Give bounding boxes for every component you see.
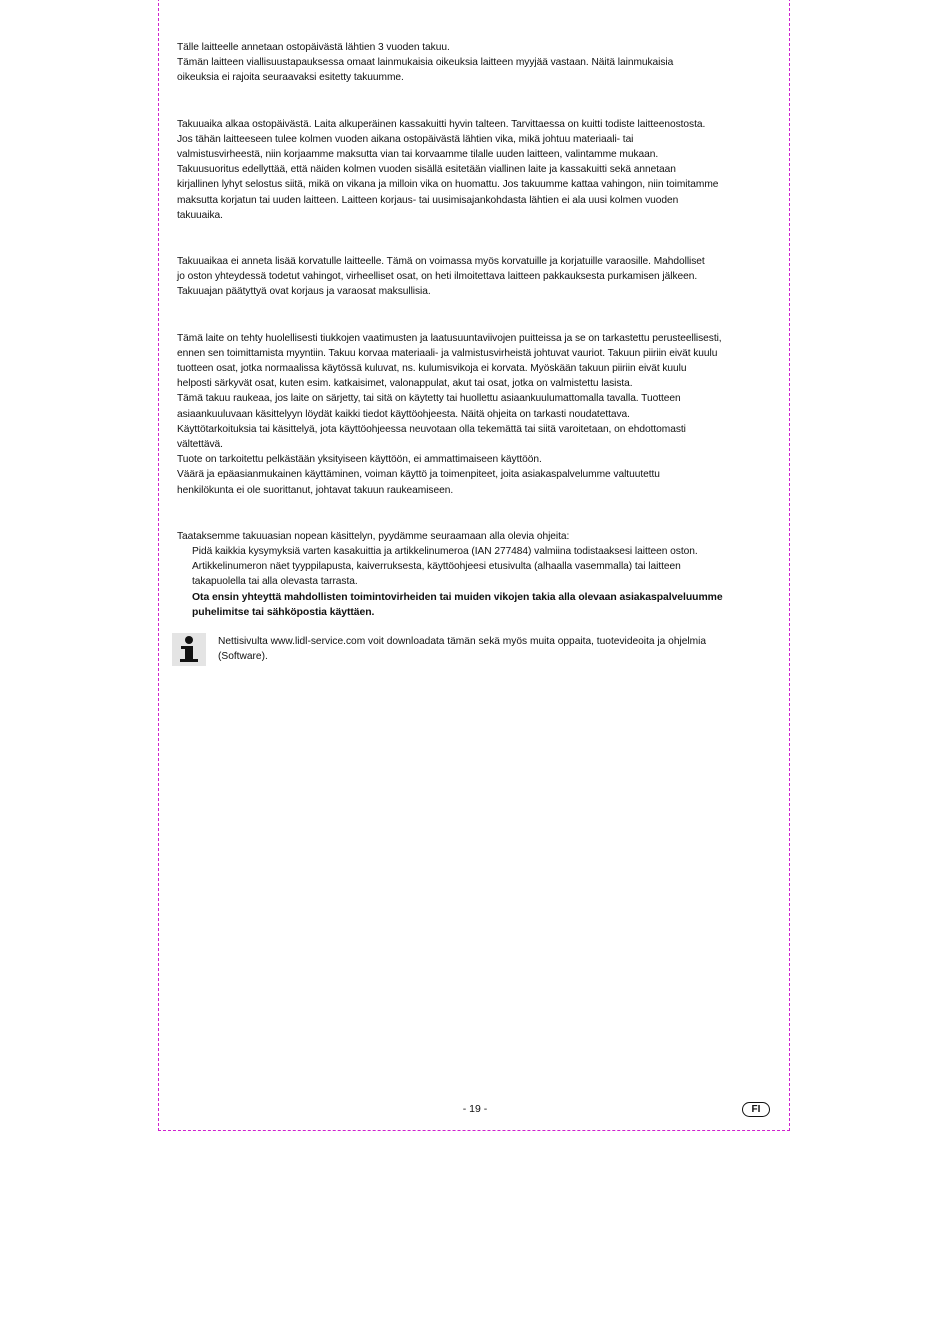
text-line: Tämän laitteen viallisuustapauksessa omaat lainmukaisia oikeuksia laitteen myyjää vastaan. Näitä lainmukaisia <box>177 57 674 69</box>
procedure-step: Artikkelinumeron näet tyyppilapusta, kaiverruksesta, käyttöohjeesi etusivulta (alhaalla vasemmalla) tai laitteen <box>192 561 681 573</box>
procedure-step: takapuolella tai alla olevasta tarrasta. <box>192 576 358 588</box>
info-note-text <box>218 634 778 664</box>
paragraph-warranty-scope <box>177 331 777 498</box>
text-line: Tämä takuu raukeaa, jos laite on särjetty, tai sitä on käytetty tai huollettu asiaankuulumattomalla tavalla. Tuotteen <box>177 393 681 405</box>
page-number: - 19 - <box>462 1103 488 1115</box>
text-line: valmistusvirheestä, niin korjaamme maksutta vian tai korvaamme tilalle uuden laitteen, valintamme mukaan. <box>177 149 659 161</box>
text-line: Takuusuoritus edellyttää, että näiden kolmen vuoden sisällä esitetään viallinen laite ja kassakuitti sekä annetaan <box>177 164 676 176</box>
text-line: kirjallinen lyhyt selostus siitä, mikä on vikana ja milloin vika on huomattu. Jos takuumme kattaa vahingon, niin toimitamme <box>177 179 719 191</box>
text-line: tuotteen osat, jotka normaalissa käytössä kuluvat, ns. kulumisvikoja ei korvata. Myöskään takuun piiriin eivät kuulu <box>177 363 687 375</box>
text-line: Väärä ja epäasianmukainen käyttäminen, voiman käyttö ja toimenpiteet, joita asiakaspalvelumme valtuutettu <box>177 469 660 481</box>
text-line: asiaankuuluvaan käsittelyyn löydät kaikki tiedot käyttöohjeesta. Näitä ohjeita on tarkasti noudatettava. <box>177 408 630 420</box>
warranty-text <box>177 40 777 620</box>
text-line: Takuuaika alkaa ostopäivästä. Laita alkuperäinen kassakuitti hyvin talteen. Tarvittaessa on kuitti todiste laitteenostosta. <box>177 118 706 130</box>
text-line: Tälle laitteelle annetaan ostopäivästä lähtien 3 vuoden takuu. <box>177 42 450 53</box>
text-line: Nettisivulta www.lidl-service.com voit downloadata tämän sekä myös muita oppaita, tuotevideoita ja ohjelmia <box>218 636 707 647</box>
text-line: Takuuajan päätyttyä ovat korjaus ja varaosat maksullisia. <box>177 286 431 298</box>
paragraph-replacement <box>177 254 777 300</box>
text-line: ennen sen toimittamista myyntiin. Takuu korvaa materiaali- ja valmistusvirheistä johtuvat vauriot. Takuun piiriin eivät kuulu <box>177 347 718 359</box>
procedure-intro: Taataksemme takuuasian nopean käsittelyn, pyydämme seuraamaan alla olevia ohjeita: <box>177 530 570 542</box>
text-line: (Software). <box>218 651 268 663</box>
procedure-contact-notice: Ota ensin yhteyttä mahdollisten toimintovirheiden tai muiden vikojen takia alla olevaan asiakaspalveluumme <box>192 591 723 603</box>
language-badge: FI <box>742 1102 770 1117</box>
text-line: Jos tähän laitteeseen tulee kolmen vuoden aikana ostopäivästä lähtien vika, mikä johtuu materiaali- tai <box>177 133 634 145</box>
text-line: maksutta korjatun tai uuden laitteen. Laitteen korjaus- tai uusimisajankohdasta lähtien ei ala uusi kolmen vuoden <box>177 194 679 206</box>
paragraph-warranty-period <box>177 117 777 223</box>
text-line: Käyttötarkoituksia tai käsittelyä, jota käyttöohjeessa neuvotaan olla tekemättä tai siitä varoitetaan, on ehdottomasti <box>177 423 686 435</box>
info-icon <box>172 633 206 666</box>
text-line: Takuuaikaa ei anneta lisää korvatulle laitteelle. Tämä on voimassa myös korvatuille ja korjatuille varaosille. Mahdolliset <box>177 256 705 268</box>
text-line: Tuote on tarkoitettu pelkästään yksityiseen käyttöön, ei ammattimaiseen käyttöön. <box>177 454 542 466</box>
text-line: henkilökunta ei ole suorittanut, johtavat takuun raukeamiseen. <box>177 484 454 496</box>
paragraph-warranty-intro <box>177 40 777 86</box>
text-line: helposti särkyvät osat, kuten esim. katkaisimet, valonappulat, akut tai osat, jotka on valmistettu lasista. <box>177 378 633 390</box>
paragraph-procedure <box>177 529 777 620</box>
text-line: Tämä laite on tehty huolellisesti tiukkojen vaatimusten ja laatusuuntaviivojen puitteissa ja se on tarkastettu perusteellisesti, <box>177 332 722 344</box>
procedure-step: Pidä kaikkia kysymyksiä varten kasakuittia ja artikkelinumeroa (IAN 277484) valmiina todistaaksesi laitteen oston. <box>192 546 698 558</box>
text-line: vältettävä. <box>177 439 223 451</box>
text-line: oikeuksia ei rajoita seuraavaksi esitetty takuumme. <box>177 72 404 84</box>
text-line: jo oston yhteydessä todetut vahingot, virheelliset osat, on heti ilmoitettava laitteen pakkauksesta purkamisen jälkeen. <box>177 271 698 283</box>
procedure-contact-notice: puhelimitse tai sähköpostia käyttäen. <box>192 606 375 618</box>
text-line: takuuaika. <box>177 209 223 221</box>
